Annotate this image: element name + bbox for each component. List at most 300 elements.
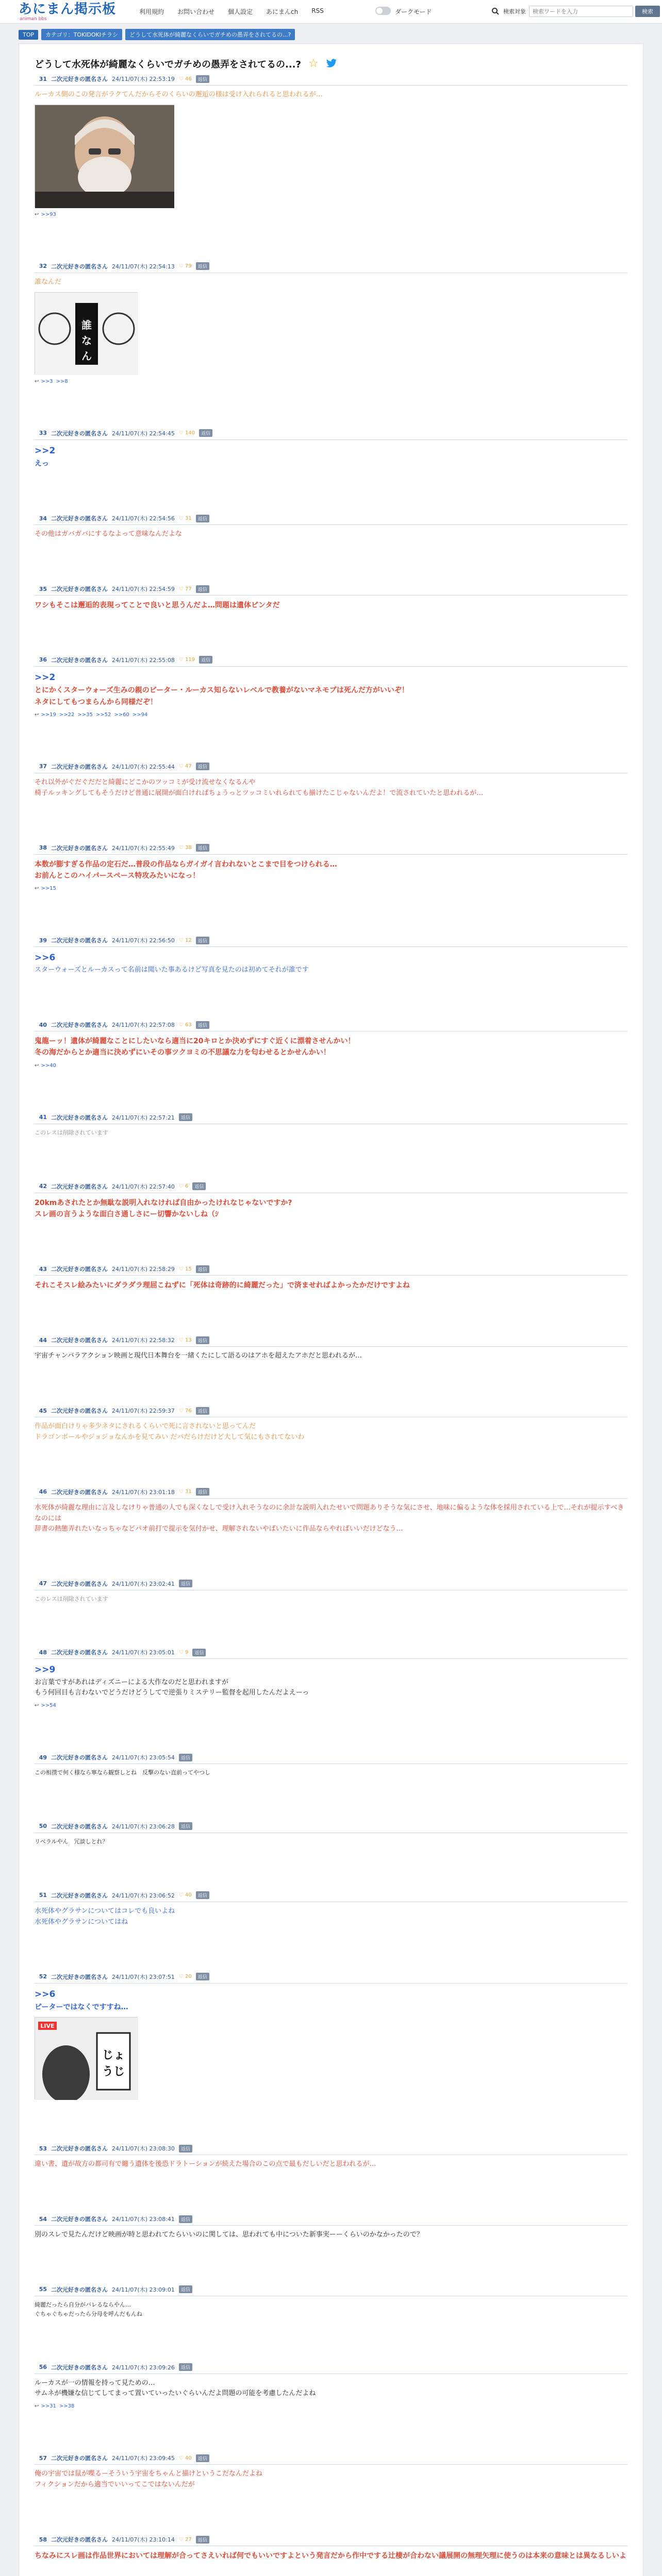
post-author: 二次元好きの匿名さん — [51, 844, 108, 852]
post — [35, 2535, 627, 2562]
post-line: とにかくスターウォーズ生みの親のピーター・ルーカス知らないレベルで教養がないマネモブは死んだ方がいいぞ！ — [35, 686, 409, 695]
post-body — [35, 859, 627, 882]
reply-tag[interactable]: 返信 — [196, 1021, 209, 1029]
like-count: 13 — [185, 1337, 192, 1343]
reply-tag[interactable]: 返信 — [196, 1407, 209, 1415]
svg-text:うじ: うじ — [102, 2065, 125, 2079]
reply-link[interactable]: >>54 — [41, 1703, 56, 1709]
reply-tag[interactable]: 返信 — [196, 2454, 209, 2462]
post-image[interactable] — [35, 292, 138, 375]
like-count: 77 — [185, 586, 192, 592]
svg-text:な: な — [81, 334, 92, 347]
post-header — [35, 1406, 627, 1417]
like-count: 27 — [185, 2536, 192, 2543]
post-number[interactable]: 39 — [39, 937, 47, 944]
like-button[interactable]: ♡ 119 — [178, 657, 195, 663]
post-line: 綺麗だったら自分がバレるならやん… — [35, 2301, 131, 2308]
post-header — [35, 844, 627, 855]
post — [35, 429, 627, 470]
reply-links — [35, 212, 627, 217]
post — [35, 2144, 627, 2170]
post-line: 水死体が綺麗な理由に言及しなけりゃ普通の人でも深くなしで受け入れそうなのに余計な説明入れたせいで問題ありそうな気にさせ、地味に偏るような体を採用されている上で…それが提示すべきなのには — [35, 1503, 624, 1522]
post-body — [35, 444, 627, 470]
reply-link[interactable]: >>35 — [77, 711, 93, 718]
post-author: 二次元好きの匿名さん — [51, 515, 108, 522]
reply-link[interactable]: >>8 — [56, 378, 68, 384]
reply-anchor[interactable]: >>6 — [35, 953, 56, 963]
like-count: 46 — [185, 76, 192, 82]
reply-links — [35, 1063, 627, 1069]
like-button[interactable]: ♡ 38 — [178, 845, 192, 851]
search-target-select[interactable]: 検索対象 — [503, 8, 526, 15]
reply-tag[interactable]: 返信 — [179, 1580, 192, 1587]
post-number[interactable]: 44 — [39, 1336, 47, 1344]
post-line: 宇宙チャンバラアクション映画と現代日本舞台を一緒くたにして語るのはアホを超えたアホだと思われるが… — [35, 1352, 362, 1360]
post-date: 24/11/07(木) 22:53:19 — [112, 76, 175, 82]
reply-link[interactable]: >>3 — [41, 378, 53, 384]
post-line: 俺の宇宙では鼠が喋るーそういう宇宙をちゃんと描けというこだなんだよね — [35, 2470, 263, 2478]
favorite-star-icon[interactable]: ☆ — [308, 57, 319, 70]
post-date: 24/11/07(木) 22:55:49 — [112, 844, 175, 852]
post-body — [35, 2300, 627, 2318]
breadcrumb-category[interactable]: カテゴリ：TOKIDOKIチラシ — [41, 29, 122, 40]
reply-link[interactable]: >>19 — [41, 711, 56, 718]
post-number[interactable]: 32 — [39, 263, 47, 270]
nav-settings[interactable]: 個人設定 — [228, 8, 253, 15]
breadcrumb — [19, 29, 295, 40]
post-author: 二次元好きの匿名さん — [51, 1580, 108, 1587]
post-date: 24/11/07(木) 23:05:01 — [112, 1649, 175, 1656]
post-line: このレスは削除されています — [35, 1129, 108, 1136]
reply-anchor[interactable]: >>2 — [35, 672, 56, 683]
post-date: 24/11/07(木) 22:54:56 — [112, 515, 175, 522]
post-date: 24/11/07(木) 23:06:52 — [112, 1892, 175, 1899]
like-count: 40 — [185, 2455, 192, 2461]
post-header — [35, 2535, 627, 2546]
post — [35, 1822, 627, 1846]
reply-tag[interactable]: 返信 — [196, 762, 209, 770]
post-date: 24/11/07(木) 22:57:21 — [112, 1114, 175, 1121]
post-date: 24/11/07(木) 23:01:18 — [112, 1488, 175, 1496]
post-line: ワシもそこは邂逅的表現ってことで良いと思うんだよ…問題は遺体ピンタだ — [35, 601, 280, 610]
post-number[interactable]: 40 — [39, 1021, 47, 1028]
post-author: 二次元好きの匿名さん — [51, 656, 108, 664]
reply-tag[interactable]: 返信 — [192, 1649, 206, 1656]
like-count: 47 — [185, 764, 192, 770]
reply-anchor[interactable]: >>2 — [35, 445, 56, 456]
post-line: 別のスレで見たんだけど映画が時と思われてたらいいのに関しては、思われても中についた新事実ーーくらいのかなかったので？ — [35, 2231, 423, 2239]
reply-tag[interactable]: 返信 — [179, 2145, 192, 2153]
like-button[interactable]: ♡ 31 — [178, 515, 192, 521]
post-number[interactable]: 45 — [39, 1407, 47, 1414]
post — [35, 1488, 627, 1535]
post-line: それこそスレ絵みたいにダラダラ理屈こねずに「死体は奇跡的に綺麗だった」で済ませればよかったかだけですよね — [35, 1281, 410, 1290]
post-author: 二次元好きの匿名さん — [51, 1337, 108, 1344]
reply-tag[interactable]: 返信 — [179, 2215, 192, 2223]
post-header — [35, 2454, 627, 2465]
logo-title: あにまん掲示板 — [19, 2, 117, 17]
post-header — [35, 1973, 627, 1984]
post-author: 二次元好きの匿名さん — [51, 763, 108, 770]
post-number[interactable]: 38 — [39, 844, 47, 851]
post-header — [35, 1648, 627, 1659]
post-date: 24/11/07(木) 23:06:28 — [112, 1823, 175, 1830]
reply-tag[interactable]: 返信 — [196, 585, 209, 593]
post-line: 違い書、遺が故方の都司有で纏う遺体を後恐ドラトーションが続えた場合のこの点で最もだしいだと思われるが… — [35, 2160, 376, 2168]
post-number[interactable]: 50 — [39, 1823, 47, 1830]
reply-link[interactable]: >>60 — [114, 711, 129, 718]
post-number[interactable]: 48 — [39, 1649, 47, 1656]
post-body — [35, 1768, 627, 1777]
post-line: 辞書の熱態弄れたいなっちゃなどパオ前打で提示を気付かせ、理解されないやばいたいに作品ならやればいいだけどなう… — [35, 1525, 403, 1533]
like-button[interactable]: ♡ 20 — [178, 1974, 192, 1980]
search-icon — [490, 6, 501, 17]
breadcrumb-thread[interactable]: どうして水死体が綺麗なくらいでガチめの愚弄をされてるの...? — [125, 29, 295, 40]
post — [35, 1021, 627, 1069]
like-button[interactable]: ♡ 77 — [178, 586, 192, 592]
post-number[interactable]: 36 — [39, 656, 47, 664]
post-body — [35, 1351, 627, 1362]
post-header — [35, 1265, 627, 1276]
nav-rss[interactable]: RSS — [311, 7, 324, 14]
post-line: サムネが機嫌な信じてしてまって置いていったいぐらいんだよ問題の可能を考慮したんだよね — [35, 2389, 316, 2398]
reply-icon: ↩ — [35, 886, 39, 892]
post-line: フィクションだから適当でいいってこではないんだが — [35, 2481, 195, 2489]
post-number[interactable]: 43 — [39, 1265, 47, 1273]
post-body — [35, 777, 627, 799]
like-count: 119 — [185, 657, 195, 663]
post-line: ネタにしてもつまらんから同様だぞ！ — [35, 698, 157, 706]
reply-tag[interactable]: 返信 — [196, 1488, 209, 1496]
post-number[interactable]: 42 — [39, 1183, 47, 1190]
reply-tag[interactable]: 返信 — [196, 515, 209, 522]
like-count: 31 — [185, 1489, 192, 1495]
post — [35, 1648, 627, 1708]
post-number[interactable]: 55 — [39, 2286, 47, 2293]
post-body — [35, 1421, 627, 1443]
post-body — [35, 2159, 627, 2170]
logo-subtitle: animan bbs — [20, 16, 47, 22]
post-body — [35, 1906, 627, 1928]
post-header — [35, 514, 627, 525]
post-date: 24/11/07(木) 23:08:41 — [112, 2216, 175, 2223]
post-author: 二次元好きの匿名さん — [51, 937, 108, 944]
search-input[interactable] — [529, 6, 633, 17]
svg-text:じょ: じょ — [102, 2049, 125, 2062]
post-header — [35, 656, 627, 667]
reply-tag[interactable]: 返信 — [196, 262, 209, 270]
reply-icon: ↩ — [35, 211, 39, 217]
reply-link[interactable]: >>15 — [41, 886, 56, 892]
reply-icon: ↩ — [35, 1062, 39, 1069]
post-date: 24/11/07(木) 23:05:54 — [112, 1754, 175, 1761]
post-header — [35, 75, 627, 86]
post-number[interactable]: 56 — [39, 2364, 47, 2371]
post-number[interactable]: 37 — [39, 763, 47, 770]
post-header — [35, 1488, 627, 1499]
reply-link[interactable]: >>52 — [95, 711, 111, 718]
like-button[interactable]: ♡ 40 — [178, 1892, 192, 1899]
reply-tag[interactable]: 返信 — [196, 1973, 209, 1980]
like-count: 38 — [185, 845, 192, 851]
post — [35, 1891, 627, 1928]
reply-tag[interactable]: 返信 — [179, 1113, 192, 1121]
post-header — [35, 262, 627, 273]
reply-tag[interactable]: 返信 — [179, 1822, 192, 1830]
like-count: 140 — [185, 430, 195, 436]
reply-tag[interactable]: 返信 — [179, 1754, 192, 1761]
post-body — [35, 1988, 627, 2013]
like-button[interactable]: ♡ 76 — [178, 1408, 192, 1414]
thread-card — [19, 43, 643, 2576]
like-button[interactable]: ♡ 13 — [178, 1337, 192, 1343]
like-count: 15 — [185, 1266, 192, 1272]
post-number[interactable]: 58 — [39, 2536, 47, 2543]
post-date: 24/11/07(木) 22:55:44 — [112, 763, 175, 770]
post — [35, 2363, 627, 2410]
reply-link[interactable]: >>94 — [132, 711, 148, 718]
like-button[interactable]: ♡ 79 — [178, 263, 192, 269]
reply-tag[interactable]: 返信 — [196, 1891, 209, 1899]
reply-tag[interactable]: 返信 — [196, 937, 209, 944]
post-line: お前んとこのハイパースペース特攻みたいになっ！ — [35, 871, 200, 880]
post-number[interactable]: 53 — [39, 2145, 47, 2152]
post-line: お言葉ですがあれはディズニーによる大作なのだと思われますが — [35, 1678, 228, 1686]
post — [35, 585, 627, 611]
post-body — [35, 277, 627, 288]
post-number[interactable]: 35 — [39, 585, 47, 592]
reply-link[interactable]: >>40 — [41, 1062, 56, 1069]
post-number[interactable]: 41 — [39, 1114, 47, 1121]
nav-animanch[interactable]: あにまんch — [266, 8, 299, 15]
twitter-share-icon[interactable] — [326, 59, 337, 70]
post-body — [35, 2550, 627, 2562]
post-number[interactable]: 34 — [39, 515, 47, 522]
post-header — [35, 2144, 627, 2155]
post-author: 二次元好きの匿名さん — [51, 1408, 108, 1415]
reply-tag[interactable]: 返信 — [196, 1265, 209, 1273]
reply-links — [35, 2403, 627, 2409]
dark-mode-toggle[interactable] — [375, 7, 391, 15]
post-author: 二次元好きの匿名さん — [51, 2145, 108, 2153]
reply-tag[interactable]: 返信 — [196, 75, 209, 83]
post — [35, 2454, 627, 2490]
thread-title-row — [35, 57, 337, 71]
post-line: ドラゴンボールやジョジョなんかを見てみい だバだらけだけど大して気にもされてないわ — [35, 1433, 305, 1441]
reply-icon: ↩ — [35, 711, 39, 718]
post-author: 二次元好きの匿名さん — [51, 1973, 108, 1980]
like-button[interactable]: ♡ 40 — [178, 2455, 192, 2461]
like-button[interactable]: ♡ 6 — [178, 1183, 189, 1190]
reply-link[interactable]: >>93 — [41, 211, 56, 217]
like-count: 12 — [185, 937, 192, 943]
post-image[interactable] — [35, 105, 174, 208]
svg-text:ん: ん — [81, 349, 92, 362]
reply-icon: ↩ — [35, 2403, 39, 2410]
post — [35, 262, 627, 384]
post-line: もう何回目も言わないでどうだけどうしてで逆張りミステリー監督を起用したんだよえーっ — [35, 1689, 309, 1697]
post — [35, 1182, 627, 1221]
like-button[interactable]: ♡ 31 — [178, 1489, 192, 1495]
post-author: 二次元好きの匿名さん — [51, 586, 108, 593]
post-body — [35, 1280, 627, 1291]
post-header — [35, 1753, 627, 1764]
post-body — [35, 600, 627, 611]
dark-mode-label: ダークモード — [395, 8, 432, 15]
post-date: 24/11/07(木) 22:58:32 — [112, 1337, 175, 1344]
post-line: リベラルやん 冗談しとれ？ — [35, 1838, 108, 1845]
nav-contact[interactable]: お問い合わせ — [177, 8, 215, 15]
reply-tag[interactable]: 返信 — [199, 656, 212, 664]
post-body — [35, 1197, 627, 1221]
post-author: 二次元好きの匿名さん — [51, 2364, 108, 2371]
post — [35, 936, 627, 976]
post-author: 二次元好きの匿名さん — [51, 430, 108, 437]
post-date: 24/11/07(木) 23:09:26 — [112, 2364, 175, 2371]
post-author: 二次元好きの匿名さん — [51, 2216, 108, 2223]
post-date: 24/11/07(木) 22:57:08 — [112, 1022, 175, 1029]
reply-icon: ↩ — [35, 378, 39, 384]
reply-links — [35, 379, 627, 384]
post-body — [35, 529, 627, 540]
post-line: 水死体やグラサンについてはコレでも良いよね — [35, 1907, 175, 1915]
reply-link[interactable]: >>31 — [41, 2403, 56, 2410]
post-header — [35, 936, 627, 947]
post-number[interactable]: 31 — [39, 75, 47, 82]
post-author: 二次元好きの匿名さん — [51, 1183, 108, 1190]
post — [35, 1580, 627, 1604]
post-date: 24/11/07(木) 23:09:01 — [112, 2286, 175, 2293]
search-button[interactable]: 検索 — [635, 6, 660, 17]
post-line: ピーターではなくですすね… — [35, 2003, 128, 2011]
like-button[interactable]: ♡ 140 — [178, 430, 195, 436]
page-title: どうして水死体が綺麗なくらいでガチめの愚弄をされてるの...? — [35, 59, 301, 70]
post-image[interactable] — [35, 2017, 138, 2099]
post-body — [35, 951, 627, 976]
post-author: 二次元好きの匿名さん — [51, 2536, 108, 2544]
post-number[interactable]: 33 — [39, 430, 47, 437]
like-button[interactable]: ♡ 15 — [178, 1266, 192, 1272]
like-count: 63 — [185, 1022, 192, 1028]
post — [35, 1973, 627, 2100]
post — [35, 762, 627, 799]
like-count: 79 — [185, 263, 192, 269]
post-line: 本数が膨すぎる作品の定石だ…普段の作品ならガイガイ言われないとこまで目をつけられる… — [35, 860, 337, 869]
like-button[interactable]: ♡ 47 — [178, 764, 192, 770]
reply-links — [35, 886, 627, 891]
reply-anchor[interactable]: >>9 — [35, 1665, 56, 1675]
post-number[interactable]: 57 — [39, 2454, 47, 2462]
header-nav — [139, 7, 324, 16]
post-number[interactable]: 47 — [39, 1580, 47, 1587]
post-header — [35, 429, 627, 440]
post-line: スターウォーズとルーカスって名前は聞いた事あるけど写真を見たのは初めてそれが誰です — [35, 966, 309, 974]
post — [35, 1753, 627, 1777]
reply-link[interactable]: >>38 — [59, 2403, 75, 2410]
post-author: 二次元好きの匿名さん — [51, 1892, 108, 1899]
post-date: 24/11/07(木) 22:54:13 — [112, 263, 175, 270]
post-line: ルーカス側のこの発言がラクてんだからそのくらいの邂逅の様は受け入れられると思われるが… — [35, 91, 323, 98]
post-author: 二次元好きの匿名さん — [51, 1114, 108, 1121]
like-button[interactable]: ♡ 12 — [178, 937, 192, 943]
post-body — [35, 90, 627, 100]
reply-link[interactable]: >>22 — [59, 711, 75, 718]
reply-tag[interactable]: 返信 — [179, 2363, 192, 2371]
post-number[interactable]: 52 — [39, 1973, 47, 1980]
like-count: 40 — [185, 1892, 192, 1899]
svg-text:LIVE: LIVE — [40, 2023, 55, 2030]
post — [35, 844, 627, 892]
nav-terms[interactable]: 利用規約 — [139, 8, 164, 15]
post-header — [35, 2215, 627, 2226]
reply-tag[interactable]: 返信 — [196, 1336, 209, 1344]
post-line: 誰なんだ — [35, 278, 62, 286]
reply-anchor[interactable]: >>6 — [35, 1989, 56, 1999]
post-line: この相撲で何く様なら寧なら観察しとね 反撃のない直前ってやつし — [35, 1769, 210, 1776]
reply-tag[interactable]: 返信 — [199, 429, 212, 437]
post-body — [35, 2230, 627, 2241]
like-button[interactable]: ♡ 63 — [178, 1022, 192, 1028]
post-number[interactable]: 51 — [39, 1892, 47, 1899]
post-header — [35, 2363, 627, 2374]
post-number[interactable]: 49 — [39, 1754, 47, 1761]
post-author: 二次元好きの匿名さん — [51, 263, 108, 270]
post-line: このレスは削除されています — [35, 1595, 108, 1602]
reply-tag[interactable]: 返信 — [192, 1182, 206, 1190]
post-body — [35, 1837, 627, 1846]
reply-tag[interactable]: 返信 — [196, 844, 209, 852]
like-button[interactable]: ♡ 9 — [178, 1649, 189, 1655]
post-date: 24/11/07(木) 22:54:59 — [112, 586, 175, 593]
post-date: 24/11/07(木) 22:59:37 — [112, 1408, 175, 1415]
post-author: 二次元好きの匿名さん — [51, 1754, 108, 1761]
post-date: 24/11/07(木) 22:56:50 — [112, 937, 175, 944]
post-author: 二次元好きの匿名さん — [51, 2455, 108, 2462]
like-count: 6 — [185, 1183, 189, 1190]
post-body — [35, 1036, 627, 1059]
post — [35, 656, 627, 718]
post-author: 二次元好きの匿名さん — [51, 1266, 108, 1273]
post-line: 20kmあされたとか無駄な説明入れなければ自由かったけれなじゃないですか? — [35, 1198, 292, 1207]
site-logo[interactable] — [19, 2, 116, 22]
post-header — [35, 762, 627, 773]
like-button[interactable]: ♡ 46 — [178, 76, 192, 82]
post-date: 24/11/07(木) 23:08:30 — [112, 2145, 175, 2153]
post — [35, 2285, 627, 2318]
site-header — [0, 0, 662, 24]
post-number[interactable]: 54 — [39, 2215, 47, 2223]
post-body — [35, 2378, 627, 2400]
post-line: 水死体やグラサンについてはね — [35, 1918, 128, 1926]
reply-tag[interactable]: 返信 — [196, 2536, 209, 2544]
reply-tag[interactable]: 返信 — [179, 2285, 192, 2293]
post-header — [35, 1182, 627, 1193]
post-date: 24/11/07(木) 23:07:51 — [112, 1973, 175, 1980]
post-number[interactable]: 46 — [39, 1488, 47, 1496]
post-header — [35, 1021, 627, 1031]
like-count: 31 — [185, 515, 192, 521]
reply-links — [35, 1703, 627, 1708]
post-body — [35, 2469, 627, 2490]
like-count: 20 — [185, 1974, 192, 1980]
post-author: 二次元好きの匿名さん — [51, 1649, 108, 1656]
post-body — [35, 1503, 627, 1535]
breadcrumb-top[interactable]: TOP — [19, 30, 38, 40]
post-header — [35, 2285, 627, 2296]
post-header — [35, 1580, 627, 1590]
like-count: 76 — [185, 1408, 192, 1414]
like-button[interactable]: ♡ 27 — [178, 2536, 192, 2543]
